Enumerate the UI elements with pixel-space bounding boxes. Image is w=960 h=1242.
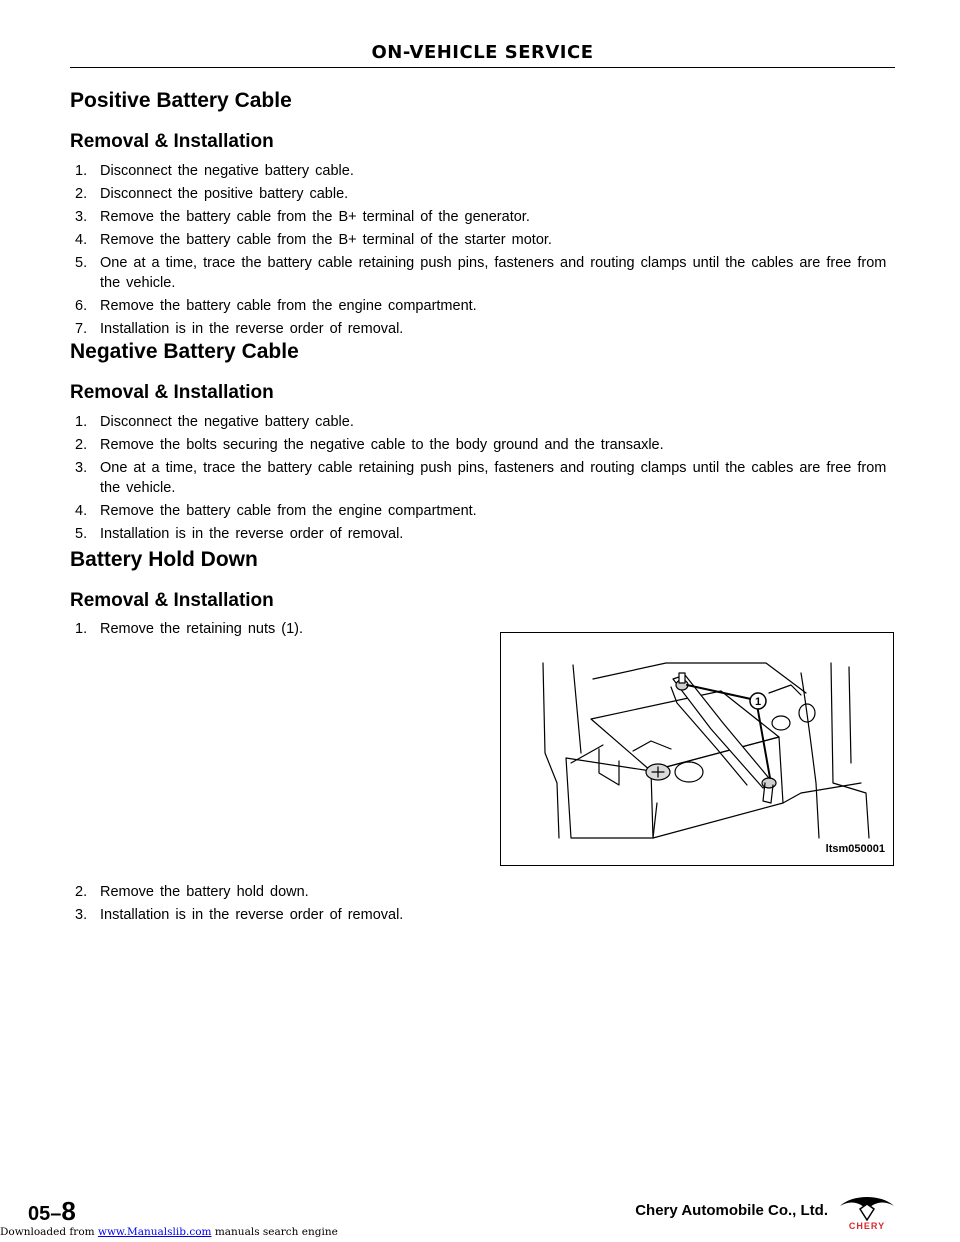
figure-id: ltsm050001 [825,843,885,855]
page-number-value: 8 [61,1196,76,1226]
battery-line-drawing [501,633,893,865]
section-subtitle-hold-down: Removal & Installation [70,590,274,611]
list-item: 1. Disconnect the negative battery cable. [75,163,354,179]
steps-list-positive-cable [70,161,896,342]
page-header-title: ON-VEHICLE SERVICE [371,42,594,63]
list-item: 7. Installation is in the reverse order of removal. [75,321,404,337]
section-title-hold-down: Battery Hold Down [70,548,258,571]
steps-list-negative-cable [70,412,896,547]
page-number [28,1196,76,1227]
chery-logo-icon [836,1196,898,1232]
list-item: 1. Remove the retaining nuts (1). [75,621,304,637]
list-item: 5. One at a time, trace the battery cable retaining push pins, fasteners and routing clamps until the cables are free from the vehicle. [75,255,887,291]
section-title-negative-cable: Negative Battery Cable [70,340,299,363]
list-item: 1. Disconnect the negative battery cable. [75,414,354,430]
download-note: Downloaded from www.Manualslib.com manuals search engine [0,1226,338,1238]
list-item: 3. One at a time, trace the battery cable retaining push pins, fasteners and routing clamps until the cables are free from the vehicle. [75,460,887,496]
list-item: 2. Remove the bolts securing the negative cable to the body ground and the transaxle. [75,437,664,453]
callout-number: 1 [754,696,762,708]
chapter-number: 05– [28,1203,62,1225]
battery-hold-down-illustration [500,632,894,866]
section-subtitle-negative-cable: Removal & Installation [70,382,274,403]
list-item: 2. Remove the battery hold down. [75,884,309,900]
list-item: 3. Installation is in the reverse order of removal. [75,907,404,923]
steps-list-hold-down-a [70,619,470,642]
list-item: 2. Disconnect the positive battery cable. [75,186,349,202]
company-name: Chery Automobile Co., Ltd. [635,1202,828,1219]
list-item: 6. Remove the battery cable from the engine compartment. [75,298,477,314]
section-subtitle-positive-cable: Removal & Installation [70,131,274,152]
steps-list-hold-down-b [70,882,896,928]
chery-logo [836,1196,898,1237]
logo-wordmark: CHERY [848,1221,886,1231]
list-item: 4. Remove the battery cable from the B+ terminal of the starter motor. [75,232,552,248]
header-rule [70,67,895,68]
list-item: 3. Remove the battery cable from the B+ terminal of the generator. [75,209,530,225]
section-title-positive-cable: Positive Battery Cable [70,89,292,112]
list-item: 5. Installation is in the reverse order of removal. [75,526,404,542]
manualslib-link[interactable]: www.Manualslib.com [97,1226,212,1238]
list-item: 4. Remove the battery cable from the engine compartment. [75,503,477,519]
